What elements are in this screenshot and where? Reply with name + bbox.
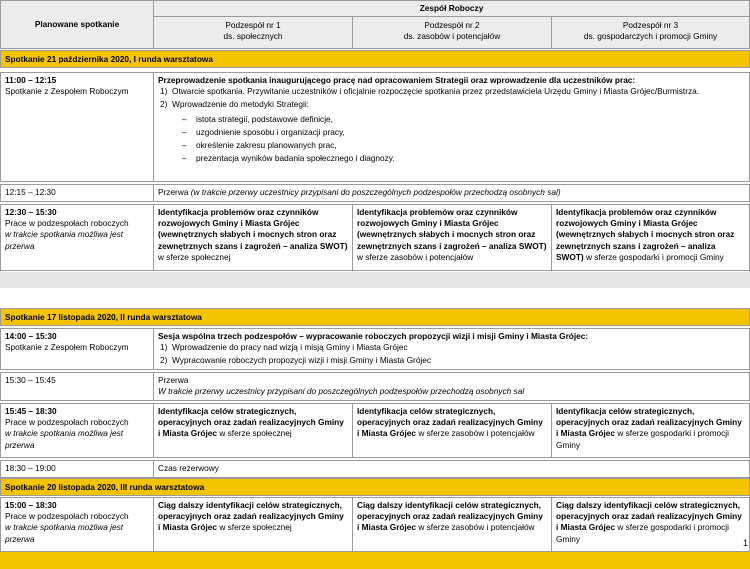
task-title: Identyfikacja problemów oraz czynników rozwojowych Gminy i Miasta Grójec (wewnętrznych słabych i mocnych stron oraz zewnętrznych szans i zagrożeń – analiza SWOT)	[158, 207, 348, 251]
break-label: Przerwa	[158, 187, 189, 197]
s2-r2-time: 15:30 – 15:45	[0, 372, 154, 401]
blank-gap	[0, 288, 750, 308]
s3-r1-time: 15:00 – 18:30	[5, 500, 57, 510]
s1-r3-note: w trakcie spotkania możliwa jest przerwa	[5, 229, 124, 251]
s2-r3-note: w trakcie spotkania możliwa jest przerwa	[5, 428, 124, 450]
task-title: Ciąg dalszy identyfikacji celów strategicznych, operacyjnych oraz zadań realizacyjnych Gminy i Miasta Grójec	[556, 500, 742, 533]
task-title: Identyfikacja celów strategicznych, operacyjnych oraz zadań realizacyjnych Gminy i Miasta Grójec	[158, 406, 344, 439]
header-col-planned-meeting: Planowane spotkanie	[0, 0, 154, 49]
task-title: Ciąg dalszy identyfikacji celów strategicznych, operacyjnych oraz zadań realizacyjnych Gminy i Miasta Grójec	[357, 500, 543, 533]
s2-r4-time: 18:30 – 19:00	[0, 460, 154, 478]
s3-r1-subteam-2	[352, 497, 552, 552]
s2-r3-time-cell	[0, 403, 154, 458]
header-subteam-3	[551, 16, 750, 49]
task-title: Identyfikacja celów strategicznych, operacyjnych oraz zadań realizacyjnych Gminy i Miasta Grójec	[556, 406, 742, 439]
task-scope: w sferze zasobów i potencjałów	[357, 251, 474, 262]
page-number: 1	[742, 537, 748, 548]
task-scope: w sferze społecznej	[217, 522, 292, 533]
s2-r1-list	[158, 342, 745, 366]
s2-r1-time: 14:00 – 15:30	[5, 331, 57, 341]
list-item: – istota strategii, podstawowe definicje,	[172, 114, 745, 127]
task-scope: w sferze społecznej	[217, 428, 292, 439]
s2-r1-heading: Sesja wspólna trzech podzespołów – wypracowanie roboczych propozycji wizji i misji Gminy i Miasta Grójec:	[158, 331, 589, 341]
s1-r2-time: 12:15 – 12:30	[0, 184, 154, 202]
s1-r1-participants: Spotkanie z Zespołem Roboczym	[5, 86, 129, 97]
s2-r3-time: 15:45 – 18:30	[5, 406, 57, 416]
bottom-yellow-band	[0, 552, 750, 569]
task-title: Ciąg dalszy identyfikacji celów strategicznych, operacyjnych oraz zadań realizacyjnych Gminy i Miasta Grójec	[158, 500, 344, 533]
task-scope: w sferze społecznej	[158, 251, 231, 262]
s3-r1-subteam-1	[153, 497, 353, 552]
s3-r1-time-cell	[0, 497, 154, 552]
header-subteam-2	[352, 16, 552, 49]
header-working-team: Zespół Roboczy	[153, 0, 750, 17]
break-label: Przerwa	[158, 375, 189, 385]
s2-r3-subteam-1	[153, 403, 353, 458]
s3-r1-participants: Prace w podzespołach roboczych	[5, 511, 129, 522]
s2-r3-participants: Prace w podzespołach roboczych	[5, 417, 129, 428]
s3-r1-subteam-3	[551, 497, 750, 552]
s3-r1-note: w trakcie spotkania możliwa jest przerwa	[5, 522, 124, 544]
subteam-1-scope: ds. społecznych	[223, 31, 283, 42]
break-note: (w trakcie przerwy uczestnicy przypisani do poszczególnych podzespołów przechodzą osobnych sal)	[190, 187, 561, 197]
s1-r3-subteam-3	[551, 204, 750, 271]
header-subteam-1	[153, 16, 353, 49]
task-scope: w sferze zasobów i potencjałów	[416, 522, 535, 533]
list-item: 1) Wprowadzenie do pracy nad wizją i misją Gminy i Miasta Grójec	[160, 342, 408, 353]
list-item: 1) Otwarcie spotkania. Przywitanie uczestników i oficjalnie rozpoczęcie spotkania przez przedstawiciela Urzędu Gminy i Miasta Grójec/Burmistrza.	[160, 86, 700, 97]
s1-r1-content	[153, 72, 750, 182]
task-scope: w sferze gospodarki i promocji Gminy	[556, 522, 729, 544]
s2-r1-participants: Spotkanie z Zespołem Roboczym	[5, 342, 129, 353]
task-scope: w sferze gospodarki i promocji Gminy	[556, 428, 729, 450]
s1-r3-time: 12:30 – 15:30	[5, 207, 57, 217]
s1-r3-time-cell	[0, 204, 154, 271]
s2-r1-time-cell	[0, 328, 154, 370]
subteam-3-number: Podzespół nr 3	[622, 20, 679, 30]
s1-r3-subteam-1	[153, 204, 353, 271]
subteam-3-scope: ds. gospodarczych i promocji Gminy	[583, 31, 718, 42]
s2-r2-break	[153, 372, 750, 401]
list-item: 2) Wprowadzenie do metodyki Strategii: – istota strategii, podstawowe definicje, – uzgodnienie sposobu i organizacji pracy, – określenie zakresu planowanych prac, – prezentacja wyników badania społecznego i diagnozy.	[158, 99, 745, 164]
s1-r1-list	[158, 86, 745, 164]
task-title: Identyfikacja problemów oraz czynników rozwojowych Gminy i Miasta Grójec (wewnętrznych słabych i mocnych stron oraz zewnętrznych szans i zagrożeń – analiza SWOT)	[357, 207, 547, 251]
s1-r1-sublist	[172, 114, 745, 165]
list-item: – prezentacja wyników badania społecznego i diagnozy.	[172, 153, 745, 164]
s2-r1-content	[153, 328, 750, 370]
task-title: Identyfikacja problemów oraz czynników rozwojowych Gminy i Miasta Grójec (wewnętrznych słabych i mocnych stron oraz zewnętrznych szans i zagrożeń – analiza SWOT)	[556, 207, 735, 262]
session-1-title: Spotkanie 21 października 2020, I runda warsztatowa	[0, 50, 750, 68]
s2-r4-reserve: Czas rezerwowy	[153, 460, 750, 478]
s2-r3-subteam-3	[551, 403, 750, 458]
s1-r3-subteam-2	[352, 204, 552, 271]
break-note: W trakcie przerwy uczestnicy przypisani do poszczególnych podzespołów przechodzą osobnych sal	[158, 386, 525, 397]
task-scope: w sferze gospodarki i promocji Gminy	[583, 251, 724, 262]
subteam-2-scope: ds. zasobów i potencjałów	[403, 31, 501, 42]
s1-r1-heading: Przeprowadzenie spotkania inaugurującego pracę nad opracowaniem Strategii oraz wprowadzenie dla uczestników prac:	[158, 75, 636, 85]
subteam-2-number: Podzespół nr 2	[424, 20, 480, 30]
task-scope: w sferze zasobów i potencjałów	[416, 428, 535, 439]
list-item: 2) Wypracowanie roboczych propozycji wizji i misji Gminy i Miasta Grójec	[160, 355, 432, 366]
s1-r1-time: 11:00 – 12:15	[5, 75, 57, 85]
s2-r3-subteam-2	[352, 403, 552, 458]
s1-r2-break	[153, 184, 750, 202]
s1-r3-participants: Prace w podzespołach roboczych	[5, 218, 129, 229]
list-item: – uzgodnienie sposobu i organizacji pracy,	[172, 127, 745, 140]
session-3-title: Spotkanie 20 listopada 2020, III runda warsztatowa	[0, 478, 750, 496]
session-2-title: Spotkanie 17 listopada 2020, II runda warsztatowa	[0, 308, 750, 326]
s1-r1-time-cell	[0, 72, 154, 182]
task-title: Identyfikacja celów strategicznych, operacyjnych oraz zadań realizacyjnych Gminy i Miasta Grójec	[357, 406, 543, 439]
spacer-row	[0, 272, 750, 288]
subteam-1-number: Podzespół nr 1	[225, 20, 281, 30]
list-item: – określenie zakresu planowanych prac,	[172, 140, 745, 153]
